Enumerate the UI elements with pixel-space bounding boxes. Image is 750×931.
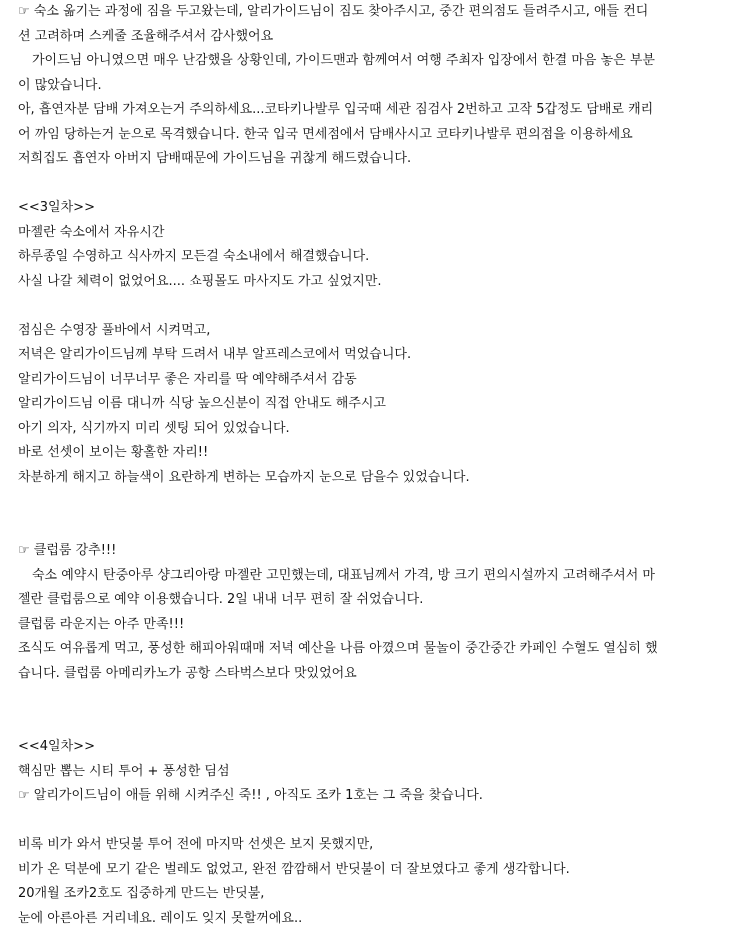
clubroom-heading: ☞ 클럽룸 강추!!!: [18, 543, 117, 558]
text-line: ☞ 숙소 옮기는 과정에 짐을 두고왔는데, 알리가이드님이 짐도 찾아주시고, 중간 편의점도 들려주시고, 애들 컨디: [18, 4, 649, 19]
text-line: 점심은 수영장 풀바에서 시켜먹고,: [18, 322, 211, 338]
text-line: 눈에 아른아른 거리네요. 레이도 잊지 못할꺼에요..: [18, 910, 303, 926]
text-line: 이 많았습니다.: [18, 77, 102, 93]
text-line: 클럽룸 라운지는 아주 만족!!!: [18, 616, 185, 632]
spacer: [18, 711, 740, 736]
text-line: 20개월 조카2호도 집중하게 만드는 반딧불,: [18, 886, 265, 901]
text-line: 션 고려하며 스케줄 조율해주셔서 감사했어요: [18, 28, 274, 44]
text-line: 바로 선셋이 보이는 황홀한 자리!!: [18, 445, 209, 460]
text-line: 젤란 클럽룸으로 예약 이용했습니다. 2일 내내 너무 편히 잘 쉬었습니다.: [18, 592, 424, 607]
spacer: [18, 294, 740, 319]
section-clubroom: [18, 539, 740, 686]
text-line: 아기 의자, 식기까지 미리 셋팅 되어 있었습니다.: [18, 420, 290, 436]
text-line: 비가 온 덕분에 모기 같은 벌레도 없었고, 완전 깜깜해서 반딧불이 더 잘보였다고 좋게 생각합니다.: [18, 861, 570, 877]
text-line: ☞ 알리가이드님이 애들 위해 시켜주신 죽!! , 아직도 조카 1호는 그 죽을 찾습니다.: [18, 788, 483, 803]
text-line: 하루종일 수영하고 식사까지 모든걸 숙소내에서 해결했습니다.: [18, 249, 370, 264]
text-line: 마젤란 숙소에서 자유시간: [18, 224, 165, 240]
day3-header: <<3일차>>: [18, 200, 95, 215]
text-line: 핵심만 뽑는 시티 투어 + 풍성한 딤섬: [18, 763, 230, 779]
review-document: [18, 0, 740, 931]
day4-header: <<4일차>>: [18, 739, 95, 754]
spacer: [18, 686, 740, 711]
section-hotel-transfer: [18, 0, 740, 172]
spacer: [18, 490, 740, 515]
text-line: 숙소 예약시 탄중아루 샹그리아랑 마젤란 고민했는데, 대표님께서 가격, 방 크기 편의시설까지 고려해주셔서 마: [32, 567, 655, 583]
text-line: 저희집도 흡연자 아버지 담배때문에 가이드님을 귀찮게 해드렸습니다.: [18, 151, 412, 166]
text-line: 조식도 여유롭게 먹고, 풍성한 해피아워때매 저녁 예산을 나름 아꼈으며 물놀이 중간중간 카페인 수혈도 열심히 했: [18, 641, 658, 656]
text-line: 아, 흡연자분 담배 가져오는거 주의하세요...코타키나발루 입국때 세관 짐검사 2번하고 고작 5갑정도 담배로 캐리: [18, 102, 654, 117]
text-line: 알리가이드님이 너무너무 좋은 자리를 딱 예약해주셔서 감동: [18, 371, 357, 387]
section-day4: [18, 735, 740, 931]
text-line: 가이드님 아니였으면 매우 난감했을 상황인데, 가이드맨과 함께여서 여행 주최자 입장에서 한결 마음 놓은 부분: [32, 53, 655, 68]
text-line: 저녁은 알리가이드님께 부탁 드려서 내부 알프레스코에서 먹었습니다.: [18, 347, 412, 362]
text-line: 사실 나갈 체력이 없었어요.... 쇼핑몰도 마사지도 가고 싶었지만.: [18, 273, 382, 289]
spacer: [18, 172, 740, 197]
text-line: 습니다. 클럽룸 아메리카노가 공항 스타벅스보다 맛있었어요: [18, 665, 357, 681]
text-line: 어 까임 당하는거 눈으로 목격했습니다. 한국 입국 면세점에서 담배사시고 코타키나발루 편의점을 이용하세요: [18, 126, 633, 142]
spacer: [18, 809, 740, 834]
text-line: 차분하게 해지고 하늘색이 요란하게 변하는 모습까지 눈으로 담을수 있었습니다.: [18, 469, 470, 485]
spacer: [18, 515, 740, 540]
text-line: 알리가이드님 이름 대니까 식당 높으신분이 직접 안내도 해주시고: [18, 396, 386, 411]
text-line: 비록 비가 와서 반딧불 투어 전에 마지막 선셋은 보지 못했지만,: [18, 837, 374, 852]
section-day3: [18, 196, 740, 490]
